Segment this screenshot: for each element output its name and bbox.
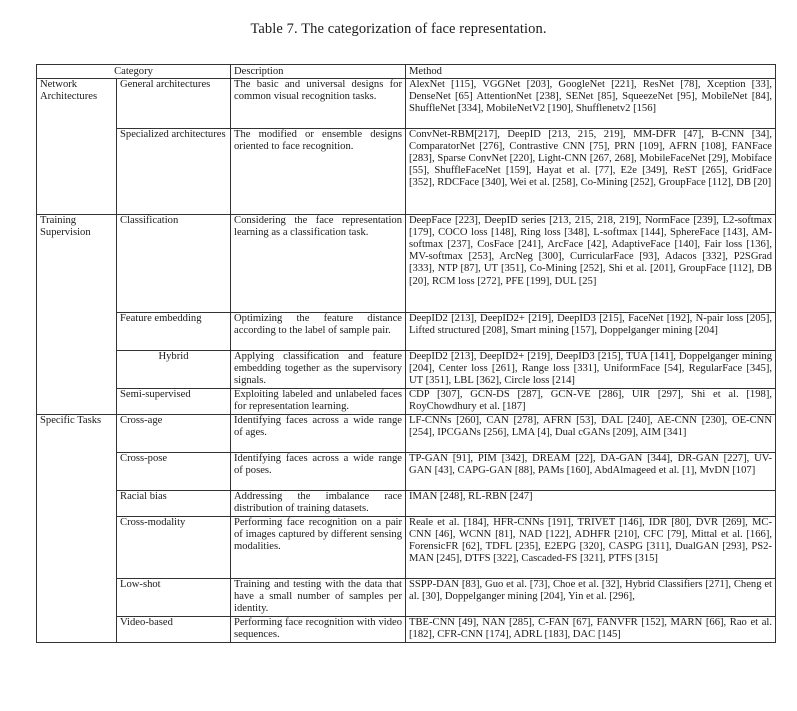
table-row <box>37 415 776 453</box>
group-specific-tasks <box>37 415 776 643</box>
method-cell: CDP [307], GCN-DS [287], GCN-VE [286], UIR [297], Shi et al. [198], RoyChowdhury et al. [187] <box>406 389 776 415</box>
subcategory: Specialized architectures <box>117 129 231 215</box>
description-cell: Identifying faces across a wide range of poses. <box>231 453 406 491</box>
subcategory: Cross-age <box>117 415 231 453</box>
table-row <box>37 453 776 491</box>
group-label: Training Supervision <box>37 215 117 415</box>
description-cell: The modified or ensemble designs oriented to face recognition. <box>231 129 406 215</box>
method-cell: LF-CNNs [260], CAN [278], AFRN [53], DAL [240], AE-CNN [230], OE-CNN [254], IPCGANs [256], LMA [4], Dual cGANs [209], AIM [341] <box>406 415 776 453</box>
table-caption: Table 7. The categorization of face representation. <box>250 21 547 37</box>
subcategory: Semi-supervised <box>117 389 231 415</box>
description-cell: Addressing the imbalance race distribution of training datasets. <box>231 491 406 517</box>
table-row <box>37 313 776 351</box>
table-row <box>37 129 776 215</box>
table-row <box>37 579 776 617</box>
subcategory: Hybrid <box>117 351 231 389</box>
subcategory: General architectures <box>117 79 231 129</box>
description-cell: Performing face recognition on a pair of images captured by different sensing modalities. <box>231 517 406 579</box>
subcategory: Classification <box>117 215 231 313</box>
method-cell: TBE-CNN [49], NAN [285], C-FAN [67], FANVFR [152], MARN [66], Rao et al. [182], CFR-CNN [174], ADRL [183], DAC [145] <box>406 617 776 643</box>
table-header-row <box>37 65 776 79</box>
description-cell: Applying classification and feature embedding together as the supervisory signals. <box>231 351 406 389</box>
table-row <box>37 491 776 517</box>
header-description: Description <box>231 65 406 79</box>
subcategory: Cross-pose <box>117 453 231 491</box>
subcategory: Racial bias <box>117 491 231 517</box>
description-cell: The basic and universal designs for common visual recognition tasks. <box>231 79 406 129</box>
table-row <box>37 617 776 643</box>
description-cell: Exploiting labeled and unlabeled faces for representation learning. <box>231 389 406 415</box>
table-row <box>37 79 776 129</box>
description-cell: Performing face recognition with video sequences. <box>231 617 406 643</box>
description-cell: Considering the face representation learning as a classification task. <box>231 215 406 313</box>
method-cell: Reale et al. [184], HFR-CNNs [191], TRIVET [146], IDR [80], DVR [269], MC-CNN [46], WCNN [81], NAD [122], ADHFR [210], CFC [79], Mittal et al. [166], ForensicFR [62], TDFL [235], E2EPG [320], CASPG [311], DualGAN [293], PS2-MAN [245], DTFS [322], Cascaded-FS [321], PTFS [315] <box>406 517 776 579</box>
description-cell: Identifying faces across a wide range of ages. <box>231 415 406 453</box>
method-cell: IMAN [248], RL-RBN [247] <box>406 491 776 517</box>
group-label: Network Architectures <box>37 79 117 215</box>
description-cell: Training and testing with the data that have a small number of samples per identity. <box>231 579 406 617</box>
table-row <box>37 351 776 389</box>
subcategory: Low-shot <box>117 579 231 617</box>
group-network-architectures <box>37 79 776 215</box>
subcategory: Video-based <box>117 617 231 643</box>
subcategory: Cross-modality <box>117 517 231 579</box>
header-category: Category <box>37 65 231 79</box>
group-label: Specific Tasks <box>37 415 117 643</box>
method-cell: ConvNet-RBM[217], DeepID [213, 215, 219], MM-DFR [47], B-CNN [34], ComparatorNet [276], Contrastive CNN [75], PRN [109], AFRN [108], FANFace [283], Sparse ConvNet [220], Light-CNN [267, 268], MobileFaceNet [29], Mobiface [55], ShuffleFaceNet [159], Hayat et al. [77], E2e [349], ReST [265], GridFace [352], RDCFace [340], Wei et al. [258], Co-Mining [252], GroupFace [112], DB [20] <box>406 129 776 215</box>
table-row <box>37 517 776 579</box>
method-cell: DeepID2 [213], DeepID2+ [219], DeepID3 [215], FaceNet [192], N-pair loss [205], Lifted structured [208], Smart mining [157], Doppelganger mining [204] <box>406 313 776 351</box>
method-cell: AlexNet [115], VGGNet [203], GoogleNet [221], ResNet [78], Xception [33], DenseNet [65] AttentionNet [238], SENet [85], SqueezeNet [95], MobileNet [84], ShuffleNet [334], MobileNetV2 [190], Shufflenetv2 [156] <box>406 79 776 129</box>
subcategory: Feature embedding <box>117 313 231 351</box>
method-cell: DeepID2 [213], DeepID2+ [219], DeepID3 [215], TUA [141], Doppelganger mining [204], Center loss [261], Range loss [331], UniformFace [54], RegularFace [345], UT [351], LBL [362], Circle loss [214] <box>406 351 776 389</box>
categorization-table <box>36 64 776 643</box>
method-cell: SSPP-DAN [83], Guo et al. [73], Choe et al. [32], Hybrid Classifiers [271], Cheng et al. [30], Doppelganger mining [204], Yin et al. [296], <box>406 579 776 617</box>
table-row <box>37 215 776 313</box>
table-row <box>37 389 776 415</box>
method-cell: TP-GAN [91], PIM [342], DREAM [22], DA-GAN [344], DR-GAN [227], UV-GAN [43], CAPG-GAN [88], PAMs [160], AbdAlmageed et al. [1], MvDN [107] <box>406 453 776 491</box>
method-cell: DeepFace [223], DeepID series [213, 215, 218, 219], NormFace [239], L2-softmax [179], COCO loss [148], Ring loss [348], L-softmax [144], SphereFace [143], AM-softmax [237], CosFace [241], ArcFace [42], AdaptiveFace [140], Fair loss [136], MV-softmax [253], ArcNeg [300], CurricularFace [93], Adacos [332], P2SGrad [333], NTP [87], UT [351], Co-Mining [252], Shi et al. [201], GroupFace [112], DB [20], RCM loss [272], PFE [199], DUL [25] <box>406 215 776 313</box>
description-cell: Optimizing the feature distance according to the label of sample pair. <box>231 313 406 351</box>
header-method: Method <box>406 65 776 79</box>
group-training-supervision <box>37 215 776 415</box>
